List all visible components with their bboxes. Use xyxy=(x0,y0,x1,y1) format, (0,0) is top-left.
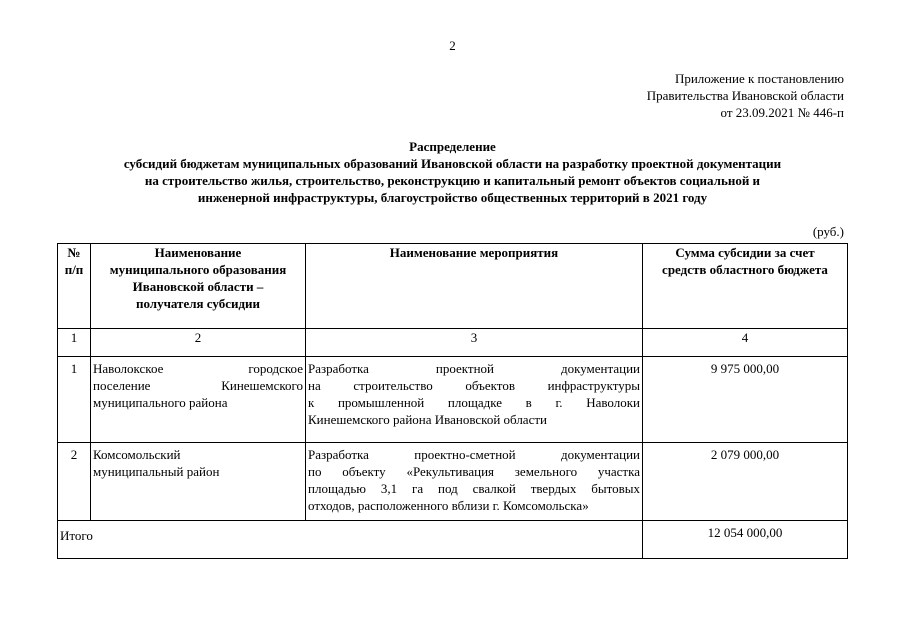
activity-cell: Разработка проектной документации на строительство объектов инфраструктуры к промышленной площадке в г. Наволоки Кинешемского района Ивановской области xyxy=(306,357,643,443)
table-header-row xyxy=(58,244,848,329)
column-index: 3 xyxy=(306,329,643,357)
title-line: Распределение xyxy=(409,139,496,154)
column-index: 1 xyxy=(58,329,91,357)
title-line: инженерной инфраструктуры, благоустройство общественных территорий в 2021 году xyxy=(197,190,708,205)
header-municipality: Наименование муниципального образования Ивановской области – получателя субсидии xyxy=(91,244,306,329)
amount-cell: 9 975 000,00 xyxy=(643,357,848,443)
table-row xyxy=(58,443,848,521)
total-row xyxy=(58,521,848,559)
title-line: субсидий бюджетам муниципальных образований Ивановской области на разработку проектной документации xyxy=(123,156,782,171)
appendix-line: от 23.09.2021 № 446-п xyxy=(720,105,844,120)
currency-unit: (руб.) xyxy=(812,224,844,239)
appendix-line: Правительства Ивановской области xyxy=(646,88,844,103)
subsidy-table xyxy=(57,243,848,559)
amount-cell: 2 079 000,00 xyxy=(643,443,848,521)
municipality-cell: Наволокское городское поселение Кинешемского муниципального района xyxy=(91,357,306,443)
title-line: на строительство жилья, строительство, реконструкцию и капитальный ремонт объектов социальной и xyxy=(144,173,761,188)
page-number: 2 xyxy=(449,38,456,53)
column-index: 4 xyxy=(643,329,848,357)
total-label: Итого xyxy=(58,521,643,559)
appendix-line: Приложение к постановлению xyxy=(674,71,844,86)
appendix-note xyxy=(647,70,844,121)
municipality-cell: Комсомольский муниципальный район xyxy=(91,443,306,521)
header-activity: Наименование мероприятия xyxy=(306,244,643,329)
table-row xyxy=(58,357,848,443)
column-index-row xyxy=(58,329,848,357)
header-amount: Сумма субсидии за счет средств областного бюджета xyxy=(643,244,848,329)
header-number: № п/п xyxy=(58,244,91,329)
row-number: 2 xyxy=(58,443,91,521)
row-number: 1 xyxy=(58,357,91,443)
total-amount: 12 054 000,00 xyxy=(643,521,848,559)
activity-cell: Разработка проектно-сметной документации по объекту «Рекультивация земельного участка площадью 3,1 га под свалкой твердых бытовых отходов, расположенного вблизи г. Комсомольска» xyxy=(306,443,643,521)
document-title xyxy=(40,138,865,206)
column-index: 2 xyxy=(91,329,306,357)
